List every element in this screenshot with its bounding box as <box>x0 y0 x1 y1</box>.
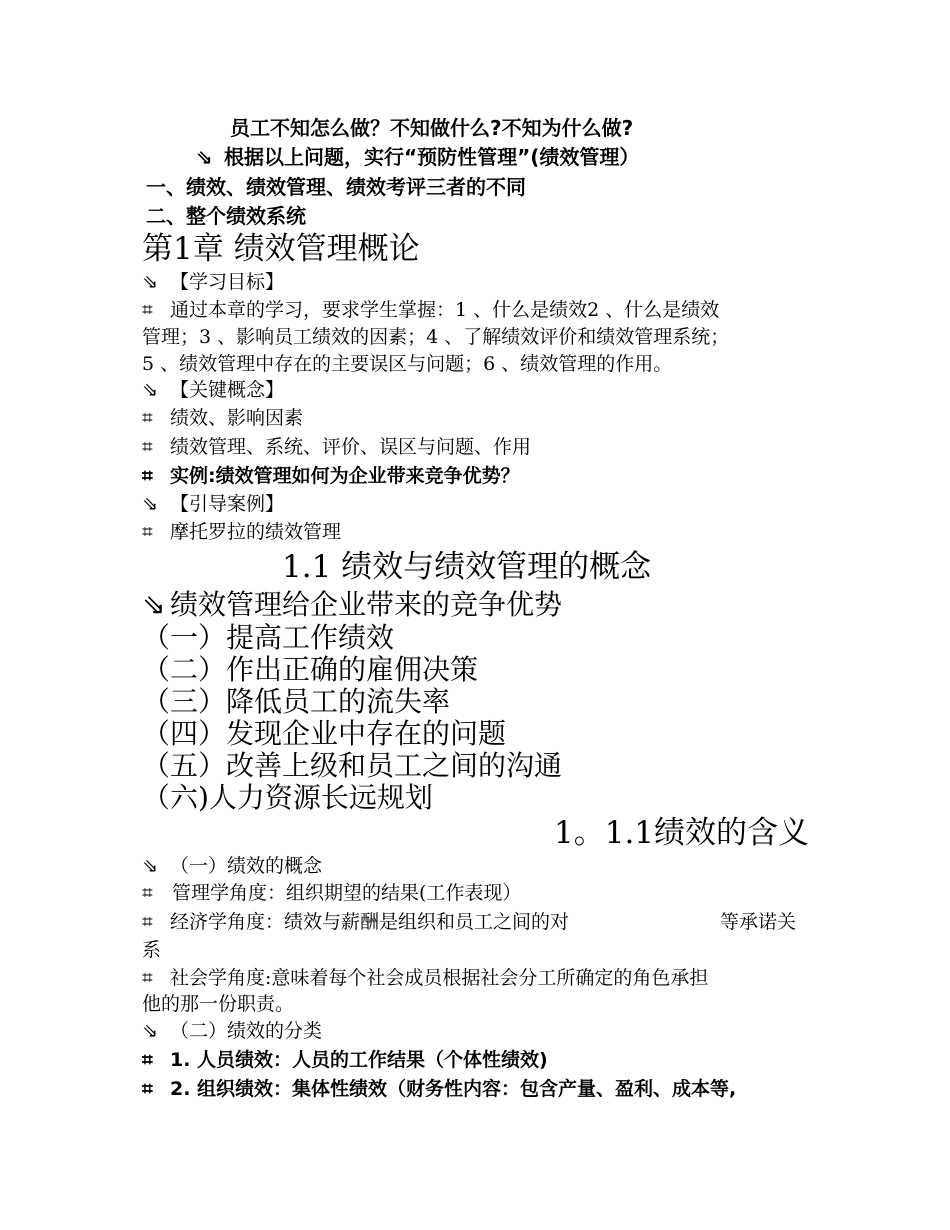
response-text: 根据以上问题，实行“预防性管理”(绩效管理） <box>224 145 640 169</box>
arrow-icon: ⇘ <box>142 379 158 401</box>
bullet-icon: ⌗ <box>142 967 153 989</box>
economics-view-text: 经济学角度：绩效与薪酬是组织和员工之间的对 <box>170 911 570 933</box>
objectives-heading-text: 【学习目标】 <box>170 271 285 293</box>
economics-view <box>142 913 569 932</box>
bullet-icon: ⌗ <box>142 882 153 904</box>
advantage-item: （二）作出正确的雇佣决策 <box>142 653 479 686</box>
case-item <box>142 523 341 542</box>
concepts-heading-text: 【关键概念】 <box>170 379 285 401</box>
advantage-heading <box>142 588 563 621</box>
arrow-icon: ⇘ <box>142 855 158 877</box>
case-heading <box>142 495 284 514</box>
arrow-icon: ⇘ <box>142 271 158 293</box>
bullet-icon: ⌗ <box>142 1049 153 1071</box>
arrow-icon: ⇘ <box>142 493 158 515</box>
advantage-heading-text: 绩效管理给企业带来的竞争优势 <box>170 588 563 621</box>
question-line: 员工不知怎么做？不知做什么?不知为什么做? <box>230 116 634 140</box>
advantage-item: （一）提高工作绩效 <box>142 621 395 654</box>
concept-heading-text: （一）绩效的概念 <box>170 855 323 877</box>
concept-heading <box>142 857 322 876</box>
response-line <box>196 147 639 167</box>
economics-view-wrap: 系 <box>142 939 162 961</box>
classification-item-text: 2. 组织绩效：集体性绩效（财务性内容：包含产量、盈利、成本等, <box>170 1078 737 1100</box>
management-view <box>142 884 521 903</box>
sociology-view-wrap: 他的那一份职责。 <box>142 993 295 1015</box>
bullet-icon: ⌗ <box>142 1078 153 1100</box>
bullet-icon: ⌗ <box>142 407 153 429</box>
management-view-text: 管理学角度：组织期望的结果(工作表现） <box>172 882 522 904</box>
arrow-icon: ⇘ <box>142 588 166 621</box>
concepts-item <box>142 438 531 457</box>
bullet-icon: ⌗ <box>142 299 153 321</box>
advantage-item: （三）降低员工的流失率 <box>142 685 451 718</box>
concepts-item-text: 绩效、影响因素 <box>170 407 304 429</box>
section-two-heading: 二、整个绩效系统 <box>146 204 306 228</box>
bullet-icon: ⌗ <box>142 436 153 458</box>
section-1-1-title: 1.1 绩效与绩效管理的概念 <box>282 549 652 585</box>
advantage-item: （五）改善上级和员工之间的沟通 <box>142 749 563 782</box>
objectives-line <box>142 301 719 320</box>
advantage-item: （六)人力资源长远规划 <box>142 781 433 814</box>
objectives-heading <box>142 273 284 292</box>
economics-view-continued: 等承诺关 <box>720 911 797 933</box>
concepts-item <box>142 409 303 428</box>
section-one-heading: 一、绩效、绩效管理、绩效考评三者的不同 <box>146 175 526 199</box>
objectives-line: 管理；3 、影响员工绩效的因素；4 、了解绩效评价和绩效管理系统； <box>142 326 730 348</box>
advantage-item: （四）发现企业中存在的问题 <box>142 717 507 750</box>
example-text: 实例:绩效管理如何为企业带来竞争优势？ <box>170 465 520 487</box>
classification-item <box>142 1051 548 1070</box>
case-heading-text: 【引导案例】 <box>170 493 285 515</box>
sociology-view <box>142 969 708 988</box>
bullet-icon: ⌗ <box>142 465 153 487</box>
example-line <box>142 467 520 486</box>
classification-heading-text: （二）绩效的分类 <box>170 1020 323 1042</box>
concepts-heading <box>142 381 284 400</box>
sociology-view-text: 社会学角度:意味着每个社会成员根据社会分工所确定的角色承担 <box>170 967 709 989</box>
case-item-text: 摩托罗拉的绩效管理 <box>170 521 342 543</box>
section-1-1-1-title: 1。1.1绩效的含义 <box>554 815 810 851</box>
objectives-text: 通过本章的学习，要求学生掌握：1 、什么是绩效2 、什么是绩效 <box>170 299 720 321</box>
objectives-line: 5 、绩效管理中存在的主要误区与问题；6 、绩效管理的作用。 <box>142 353 673 375</box>
arrow-icon: ⇘ <box>142 1020 158 1042</box>
bullet-icon: ⌗ <box>142 911 153 933</box>
arrow-icon: ⇘ <box>196 145 213 169</box>
chapter-title: 第1章 绩效管理概论 <box>142 231 420 267</box>
concepts-item-text: 绩效管理、系统、评价、误区与问题、作用 <box>170 436 532 458</box>
bullet-icon: ⌗ <box>142 521 153 543</box>
classification-item <box>142 1080 736 1099</box>
classification-heading <box>142 1022 322 1041</box>
classification-item-text: 1. 人员绩效：人员的工作结果（个体性绩效) <box>170 1049 548 1071</box>
